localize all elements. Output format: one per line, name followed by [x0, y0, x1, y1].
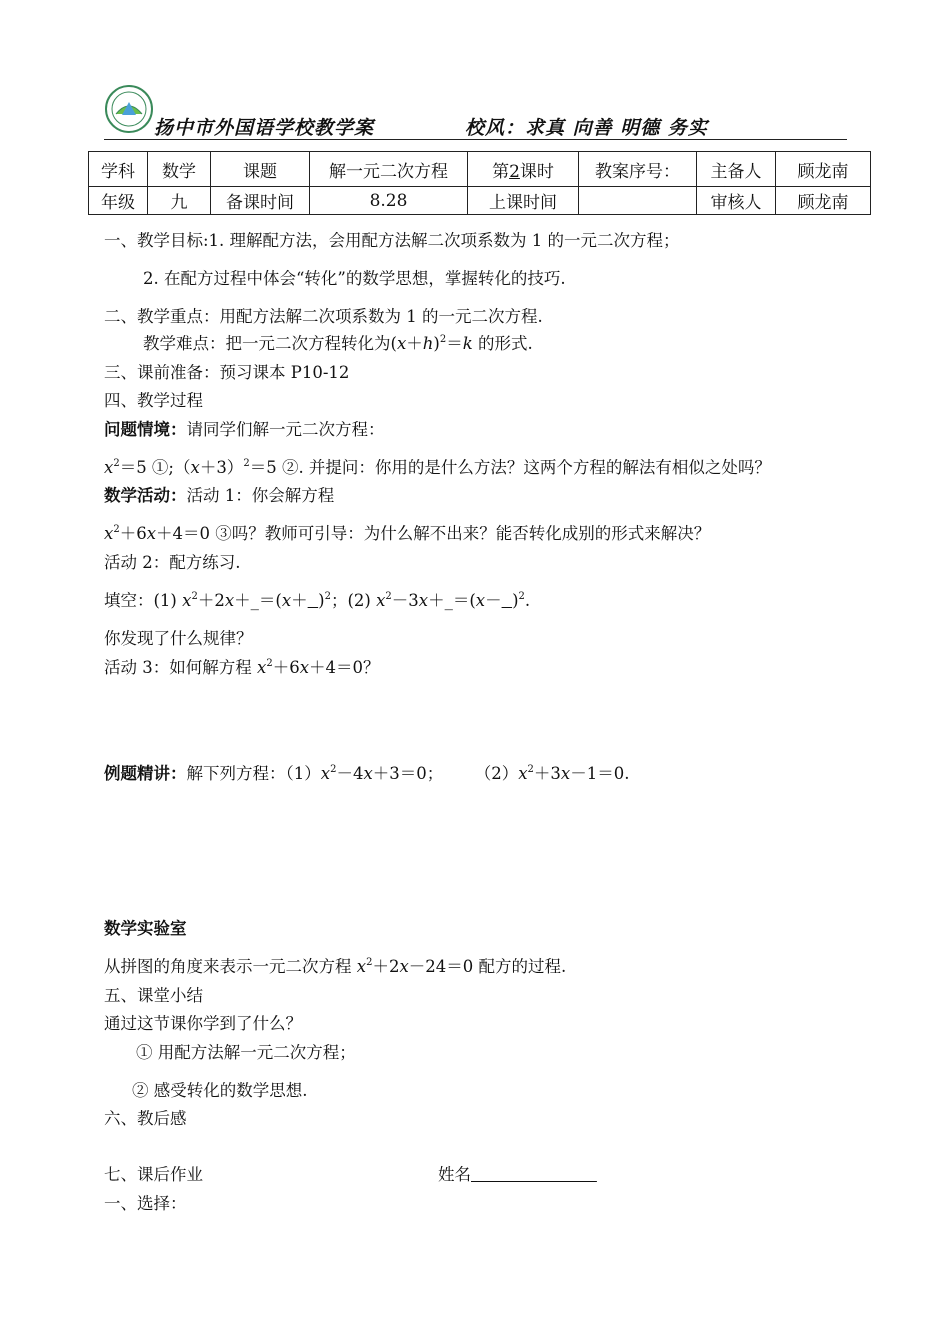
- scenario-label: 问题情境：: [104, 420, 187, 439]
- period-number: 2: [509, 161, 520, 182]
- cell-prep-time-label: 备课时间: [211, 187, 310, 215]
- period-suffix: 课时: [519, 161, 554, 182]
- rule-question: 你发现了什么规律？: [104, 629, 253, 648]
- scenario-text: 请同学们解一元二次方程：: [186, 420, 385, 439]
- period-prefix: 第: [492, 161, 510, 182]
- reflection-title: 六、教后感: [104, 1109, 187, 1128]
- goal-1: 一、教学目标:1. 理解配方法，会用配方法解二次项系数为 1 的一元二次方程；: [104, 231, 680, 250]
- lab-text: 从拼图的角度来表示一元二次方程 $x^2+2x-24=0$ 配方的过程.: [104, 957, 567, 976]
- activity-2: 活动 2：配方练习.: [104, 553, 241, 572]
- summary-question: 通过这节课你学到了什么？: [104, 1014, 302, 1033]
- school-name: 扬中市外国语学校教学案: [154, 117, 375, 139]
- activity-3: 活动 3：如何解方程 $x^2+6x+4=0$？: [104, 658, 380, 677]
- difficulty-prefix: 教学难点：把一元二次方程转化为(: [143, 334, 397, 353]
- cell-grade: 九: [148, 187, 211, 215]
- summary-point-1: ① 用配方法解一元二次方程；: [136, 1043, 356, 1062]
- school-motto: 校风：求真 向善 明德 务实: [465, 117, 708, 139]
- process-title: 四、教学过程: [104, 391, 203, 410]
- cell-subject-label: 学科: [89, 152, 148, 187]
- cell-plan-no-label: 教案序号：: [579, 152, 697, 187]
- scenario-equations: $x^2=5$ $①;(x+3)^2=5$ ②. 并提问：你用的是什么方法？这两个方程的解法有相似之处吗？: [104, 458, 771, 477]
- fill-prefix: 填空：: [104, 591, 154, 610]
- summary-title: 五、课堂小结: [104, 986, 203, 1005]
- lab-text-suffix: 配方的过程.: [478, 957, 567, 976]
- activity-1-text: 活动 1：你会解方程: [186, 486, 335, 505]
- activity-3-prefix: 活动 3：如何解方程: [104, 658, 257, 677]
- cell-reviewer: 顾龙南: [776, 187, 871, 215]
- header-rule: [104, 139, 847, 140]
- school-logo: [104, 84, 154, 134]
- cell-preparer-label: 主备人: [697, 152, 776, 187]
- cell-topic: 解一元二次方程: [310, 152, 468, 187]
- activity-1: [104, 482, 334, 506]
- lab-title: 数学实验室: [104, 919, 187, 938]
- homework-title: 七、课后作业: [104, 1165, 203, 1184]
- choice-section: 一、选择：: [104, 1194, 187, 1213]
- difficulty-suffix: 的形式.: [477, 334, 533, 353]
- key-point: 二、教学重点：用配方法解二次项系数为 1 的一元二次方程.: [104, 307, 543, 326]
- fill-in-exercise: 填空：(1) $x^2+2x+\_=(x+ )^2$；(2) $x^2-3x+\_=(x- )^2$.: [104, 591, 531, 610]
- info-row-2: [89, 187, 871, 215]
- activity-1-equation: $x^2+6x+4=0$ ③吗？教师可引导：为什么解不出来？能否转化成别的形式来解决？: [104, 524, 711, 543]
- cell-reviewer-label: 审核人: [697, 187, 776, 215]
- cell-period: [468, 152, 579, 187]
- example-2-label: （2）: [474, 764, 519, 783]
- lesson-info-table: [88, 151, 871, 215]
- summary-point-2: ② 感受转化的数学思想.: [132, 1081, 308, 1100]
- name-field: [438, 1161, 597, 1185]
- cell-preparer: 顾龙南: [776, 152, 871, 187]
- name-label: 姓名: [438, 1165, 471, 1184]
- cell-subject: 数学: [148, 152, 211, 187]
- example-label: 例题精讲：: [104, 764, 187, 783]
- activity-label: 数学活动：: [104, 486, 187, 505]
- activity-1-tail: ③吗？教师可引导：为什么解不出来？能否转化成别的形式来解决？: [215, 524, 711, 543]
- scenario: [104, 416, 385, 440]
- cell-prep-time: 8.28: [310, 187, 468, 215]
- cell-grade-label: 年级: [89, 187, 148, 215]
- example: 例题精讲：解下列方程：$(1)x^2-4x+3=0$； $(2)x^2+3x-1=0$.: [104, 764, 630, 783]
- goal-2: 2. 在配方过程中体会“转化”的数学思想，掌握转化的技巧.: [143, 269, 566, 288]
- lab-text-prefix: 从拼图的角度来表示一元二次方程: [104, 957, 357, 976]
- example-text: 解下列方程：（1）: [186, 764, 321, 783]
- difficulty: 教学难点：把一元二次方程转化为$(x+h)^2=k$ 的形式.: [143, 334, 533, 353]
- cell-class-time-label: 上课时间: [468, 187, 579, 215]
- info-row-1: [89, 152, 871, 187]
- scenario-eq-tail: ②. 并提问：你用的是什么方法？这两个方程的解法有相似之处吗？: [281, 458, 771, 477]
- cell-class-time: [579, 187, 697, 215]
- preparation: 三、课前准备：预习课本 P10-12: [104, 363, 350, 382]
- cell-topic-label: 课题: [211, 152, 310, 187]
